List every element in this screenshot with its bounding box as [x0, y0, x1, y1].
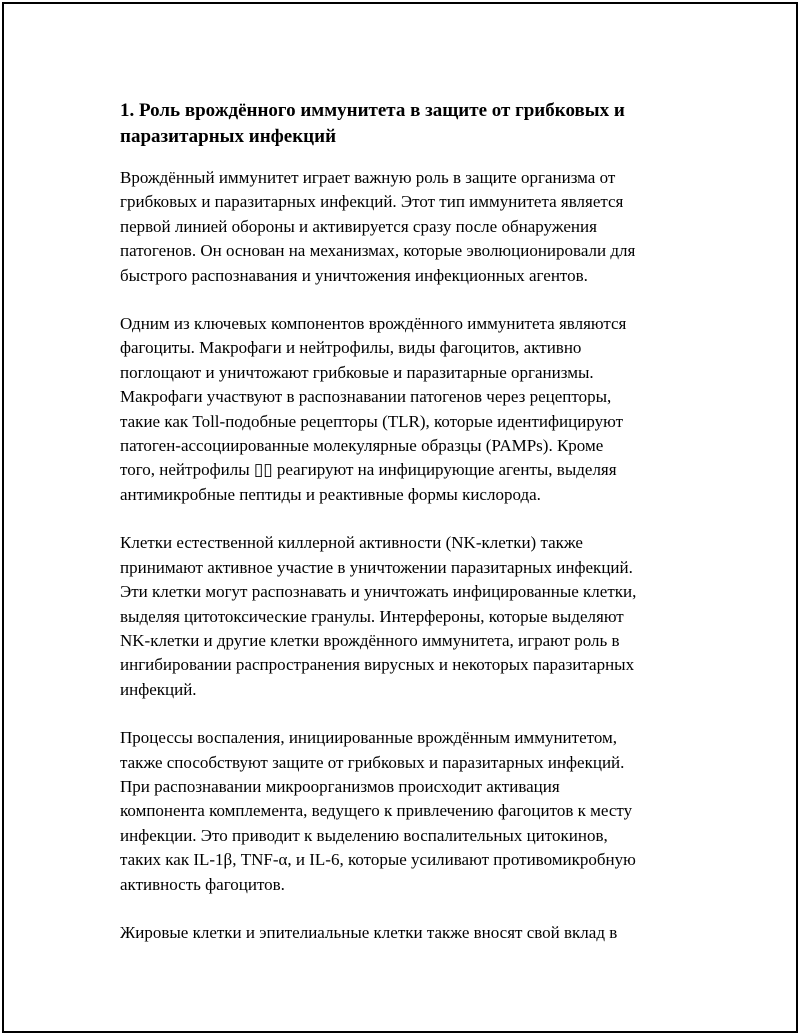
paragraph-innate-immunity: Врождённый иммунитет играет важную роль в защите организма от грибковых и паразитарных инфекций. Этот тип иммунитета является первой линией обороны и активируется сразу после обнаружения патогенов. Он основан на механизмах, которые эволюционировали для быстрого распознавания и уничтожения инфекционных агентов. — [120, 168, 636, 285]
document-page — [2, 2, 798, 1033]
section-title: 1. Роль врождённого иммунитета в защите от грибковых и паразитарных инфекций — [120, 100, 625, 147]
document-content — [120, 98, 700, 945]
paragraph-inflammation: Процессы воспаления, инициированные врождённым иммунитетом, также способствуют защите от грибковых и паразитарных инфекций. При распознавании микроорганизмов происходит активация компонента комплемента, ведущего к привлечению фагоцитов к месту инфекции. Это приводит к выделению воспалительных цитокинов, таких как IL-1β, TNF-α, и IL-6, которые усиливают противомикробную активность фагоцитов. — [120, 728, 636, 894]
paragraph-phagocytes: Одним из ключевых компонентов врождённого иммунитета являются фагоциты. Макрофаги и нейтрофилы, виды фагоцитов, активно поглощают и уничтожают грибковые и паразитарные организмы. Макрофаги участвуют в распознавании патогенов через рецепторы, такие как Toll-подобные рецепторы (TLR), которые идентифицируют патоген-ассоциированные молекулярные образцы (PAMPs). Кроме того, нейтрофилы ▯▯ реагируют на инфицирующие агенты, выделяя антимикробные пептиды и реактивные формы кислорода. — [120, 314, 627, 504]
paragraph-nk-cells: Клетки естественной киллерной активности (NK-клетки) также принимают активное участие в уничтожении паразитарных инфекций. Эти клетки могут распознавать и уничтожать инфицированные клетки, выделяя цитотоксические гранулы. Интерфероны, которые выделяют NK-клетки и другие клетки врождённого иммунитета, играют роль в ингибировании распространения вирусных и некоторых паразитарных инфекций. — [120, 533, 637, 699]
paragraph-fat-epithelial-cells: Жировые клетки и эпителиальные клетки также вносят свой вклад в — [120, 922, 618, 942]
